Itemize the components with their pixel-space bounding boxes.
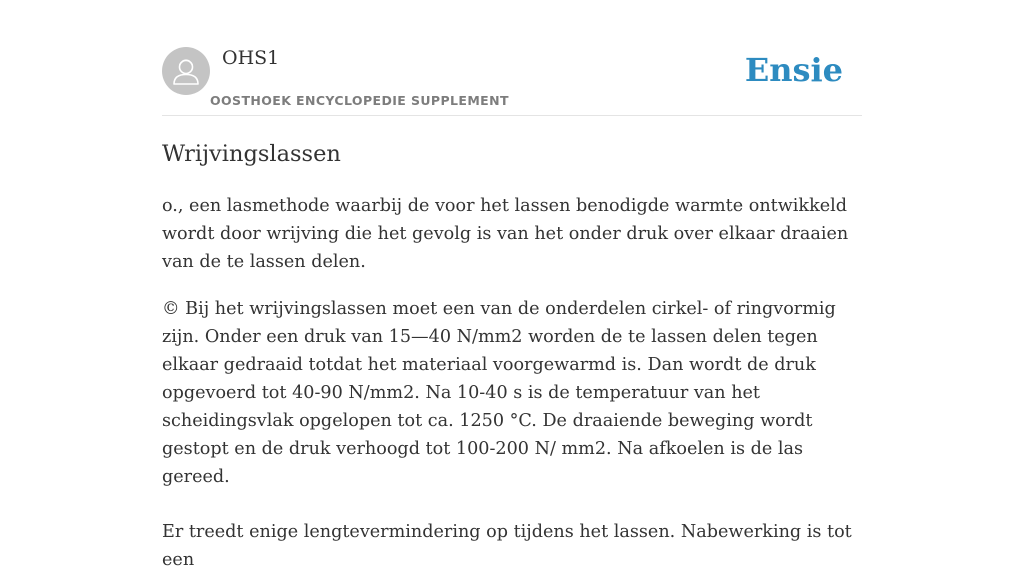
ensie-logo[interactable]: Ensie [744,51,843,89]
article-paragraph-3: Er treedt enige lengtevermindering op tijdens het lassen. Nabewerking is tot een [162,522,852,570]
article-paragraph-1: o., een lasmethode waarbij de voor het lassen benodigde warmte ontwikkeld wordt door wrijving die het gevolg is van het onder druk over elkaar draaien van de te lassen delen. [162,196,849,272]
article-paragraph-2: © Bij het wrijvingslassen moet een van de onderdelen cirkel- of ringvormig zijn. Onder een druk van 15—40 N/mm2 worden de te lassen delen tegen elkaar gedraaid totdat het materiaal voorgewarmd is. Dan wordt de druk opgevoerd tot 40-90 N/mm2. Na 10-40 s is de temperatuur van het scheidingsvlak opgelopen tot ca. 1250 °C. De draaiende beweging wordt gestopt en de druk verhoogd tot 100-200 N/ mm2. Na afkoelen is de las gereed. [162,299,836,487]
source-name[interactable]: OOSTHOEK ENCYCLOPEDIE SUPPLEMENT [210,93,509,108]
user-avatar[interactable] [162,47,210,95]
article-title: Wrijvingslassen [162,141,341,167]
username[interactable]: OHS1 [222,47,280,69]
user-silhouette-icon [162,47,210,95]
header [162,0,862,116]
article [162,136,862,574]
